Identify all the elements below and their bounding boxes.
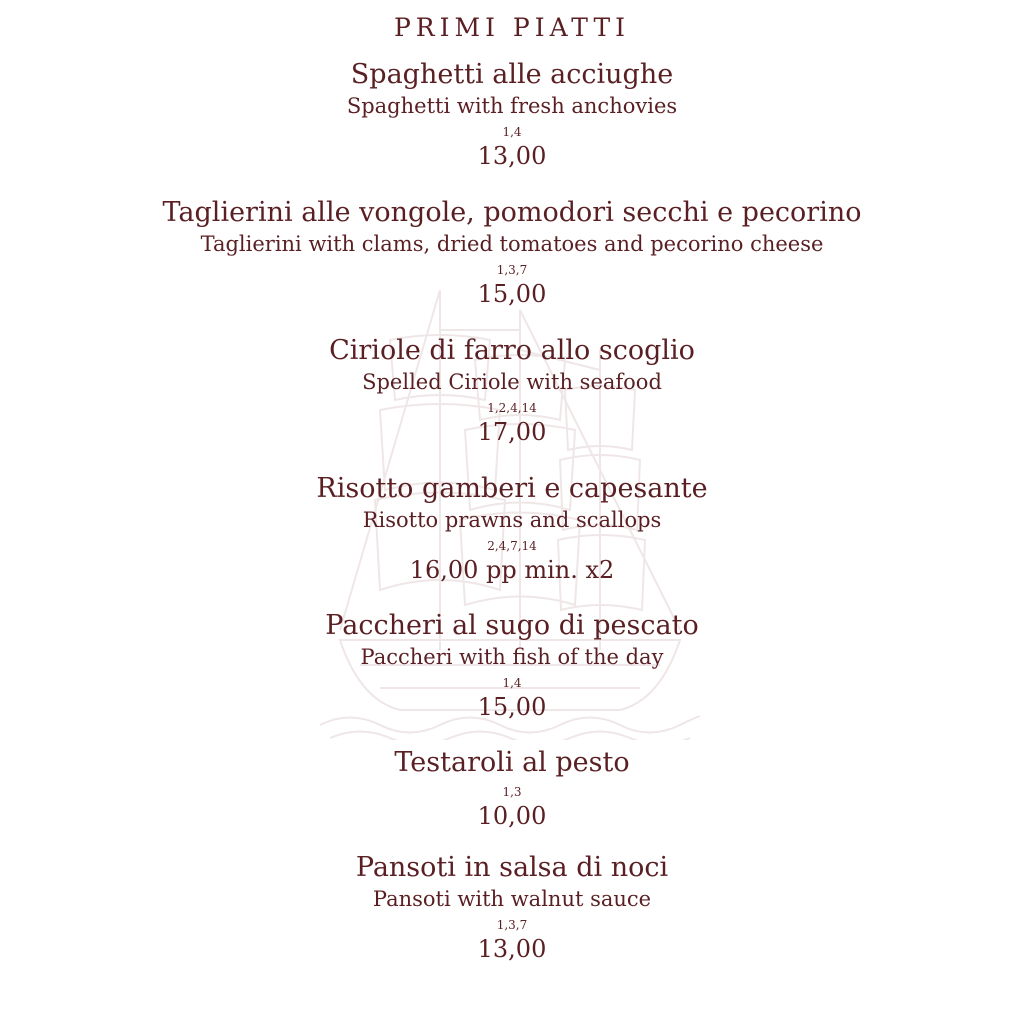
dish-name: Pansoti in salsa di noci bbox=[355, 852, 669, 883]
dish-allergens: 1,3 bbox=[502, 785, 522, 799]
dish-description: Spelled Ciriole with seafood bbox=[362, 370, 662, 394]
dish-price: 15,00 bbox=[477, 280, 547, 308]
dish-price: 13,00 bbox=[477, 142, 547, 170]
dish-name: Testaroli al pesto bbox=[394, 747, 630, 778]
dish-allergens: 1,3,7 bbox=[496, 918, 528, 932]
dish-allergens: 1,4 bbox=[502, 676, 522, 690]
dish-name: Paccheri al sugo di pescato bbox=[325, 610, 699, 641]
section-title: PRIMI PIATTI bbox=[393, 13, 630, 42]
dish-allergens: 1,3,7 bbox=[496, 263, 528, 277]
dish-description: Risotto prawns and scallops bbox=[362, 508, 662, 532]
dish-name: Spaghetti alle acciughe bbox=[350, 59, 674, 90]
dish-description: Paccheri with fish of the day bbox=[360, 645, 664, 669]
dish-name: Taglierini alle vongole, pomodori secchi e pecorino bbox=[162, 197, 862, 228]
dish-price: 10,00 bbox=[477, 802, 547, 830]
dish-price: 13,00 bbox=[477, 935, 547, 963]
dish-description: Pansoti with walnut sauce bbox=[372, 887, 652, 911]
dish-allergens: 1,4 bbox=[502, 125, 522, 139]
dish-name: Risotto gamberi e capesante bbox=[316, 473, 708, 504]
dish-item bbox=[0, 472, 1024, 584]
dish-item bbox=[0, 851, 1024, 963]
dish-allergens: 2,4,7,14 bbox=[487, 539, 537, 553]
dish-description: Spaghetti with fresh anchovies bbox=[346, 94, 678, 118]
dish-price: 16,00 pp min. x2 bbox=[409, 556, 615, 584]
dish-name: Ciriole di farro allo scoglio bbox=[329, 335, 695, 366]
dish-price: 15,00 bbox=[477, 693, 547, 721]
dish-price: 17,00 bbox=[477, 418, 547, 446]
dish-item bbox=[0, 334, 1024, 446]
dish-item bbox=[0, 746, 1024, 830]
dish-allergens: 1,2,4,14 bbox=[487, 401, 537, 415]
dish-item bbox=[0, 609, 1024, 721]
dish-item bbox=[0, 196, 1024, 308]
dish-description: Taglierini with clams, dried tomatoes and pecorino cheese bbox=[200, 232, 824, 256]
dish-item bbox=[0, 58, 1024, 170]
